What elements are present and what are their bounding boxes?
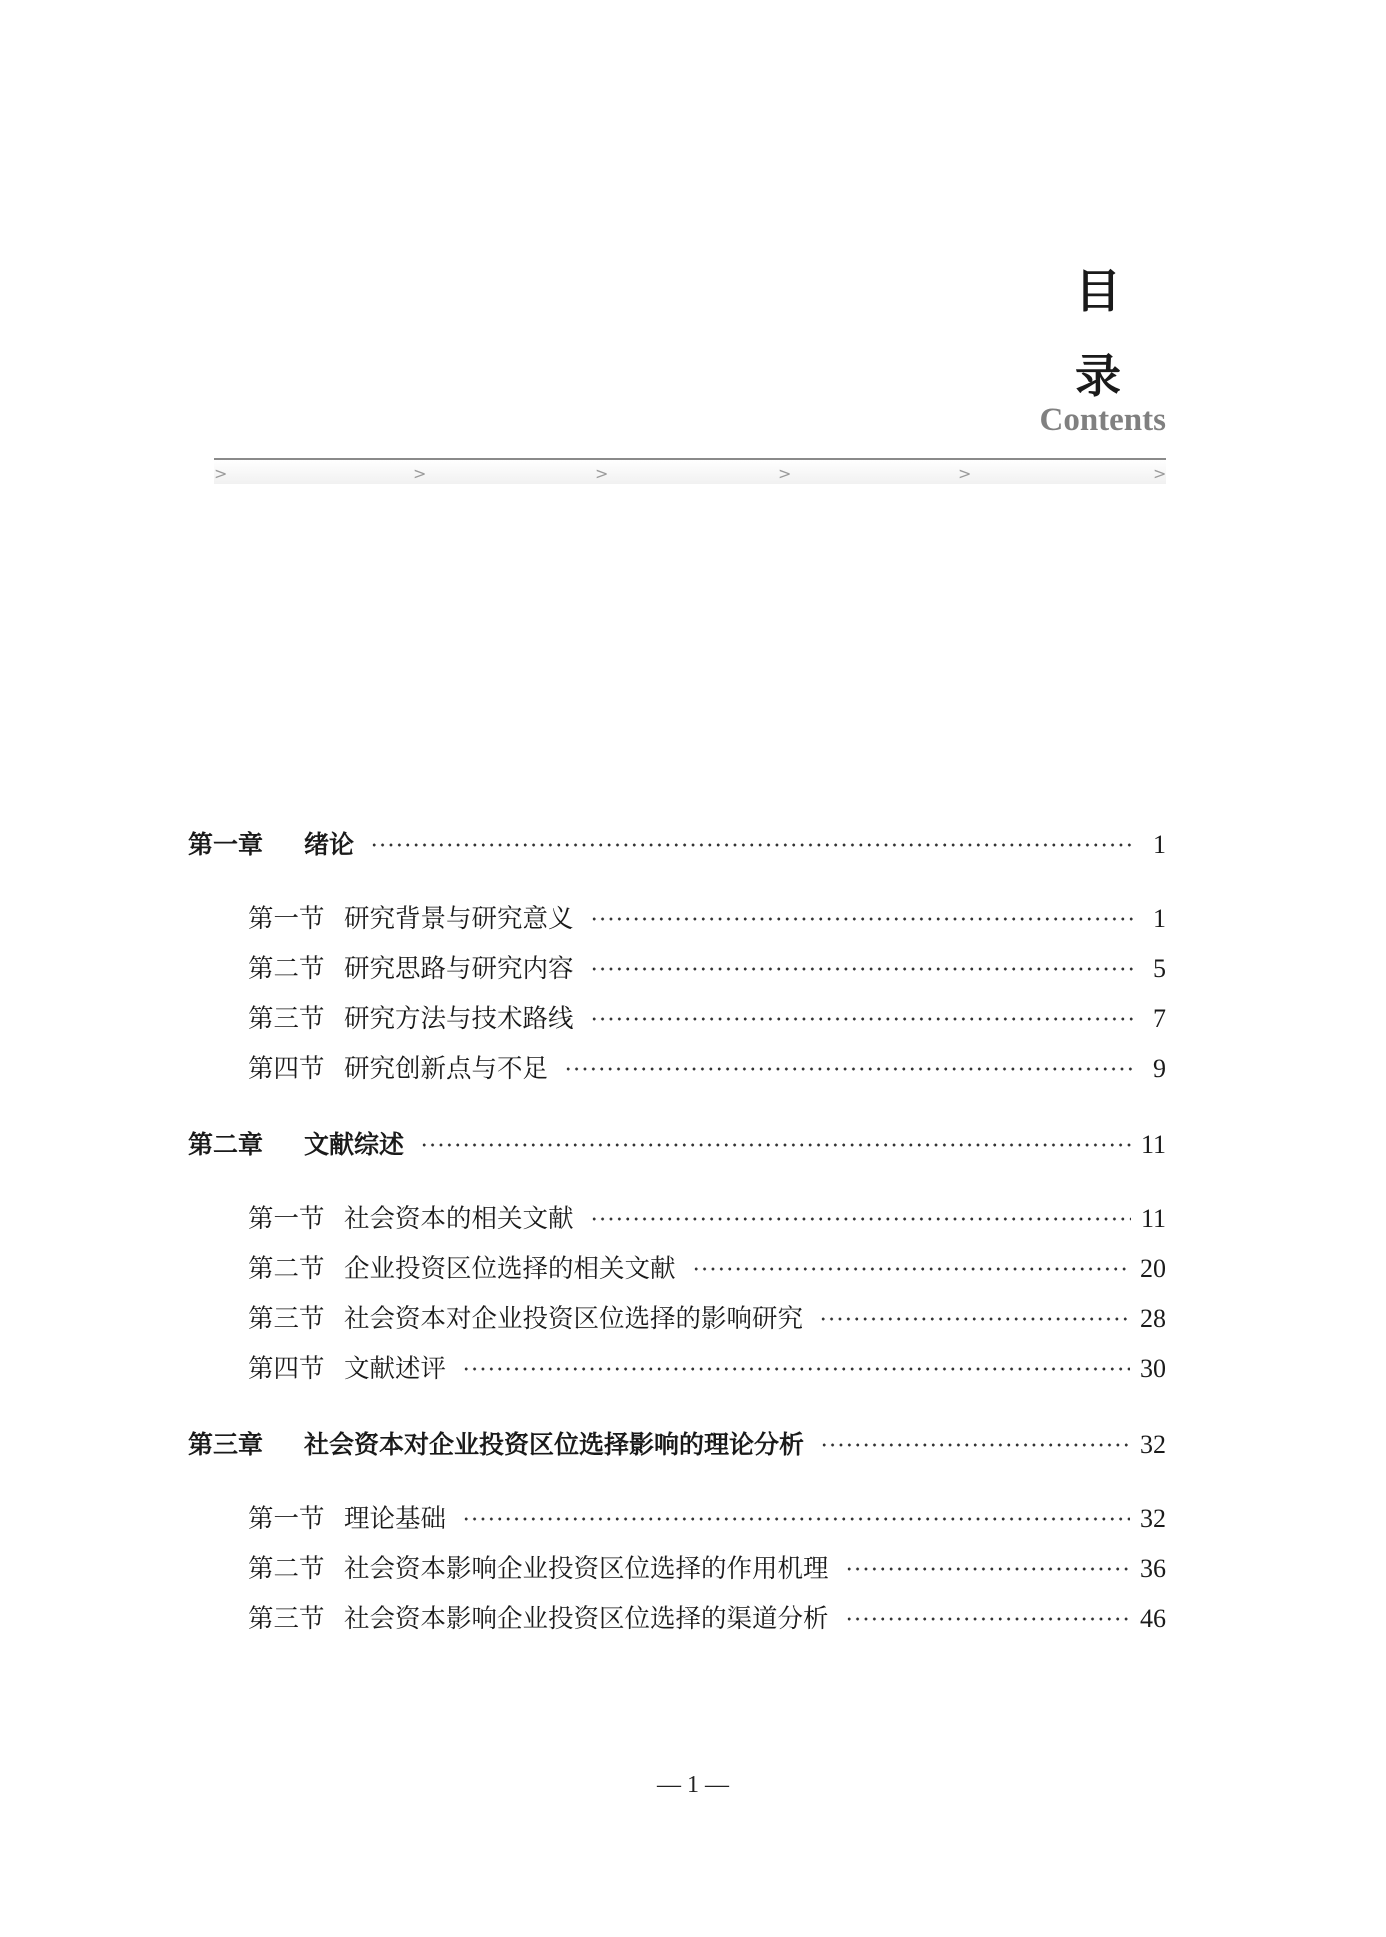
toc-entry-page: 36 xyxy=(1140,1554,1166,1583)
toc-entry-number: 第二节 xyxy=(248,954,325,984)
dot-leader xyxy=(590,1017,1136,1021)
toc-section-entry[interactable] xyxy=(188,1544,1166,1594)
toc-entry-title: 社会资本影响企业投资区位选择的作用机理 xyxy=(344,1554,829,1584)
toc-section-entry[interactable] xyxy=(188,1044,1166,1094)
toc-entry-title: 研究思路与研究内容 xyxy=(344,954,574,984)
toc-entry-number: 第一节 xyxy=(248,1204,325,1234)
dot-leader xyxy=(845,1617,1130,1621)
dot-leader xyxy=(462,1367,1130,1371)
title-char-lu: 录 xyxy=(1075,349,1121,403)
toc-entry-title: 研究背景与研究意义 xyxy=(344,904,574,934)
dot-leader xyxy=(590,1217,1131,1221)
dot-leader xyxy=(590,917,1136,921)
toc-section-entry[interactable] xyxy=(188,894,1166,944)
dot-leader xyxy=(692,1267,1130,1271)
dot-leader xyxy=(420,1143,1131,1147)
toc-section-entry[interactable] xyxy=(188,994,1166,1044)
dot-leader xyxy=(820,1443,1130,1447)
toc-section-entry[interactable] xyxy=(188,1344,1166,1394)
toc-entry-page: 32 xyxy=(1140,1504,1166,1533)
toc-section-entry[interactable] xyxy=(188,1194,1166,1244)
toc-entry-title: 社会资本对企业投资区位选择的影响研究 xyxy=(344,1304,804,1334)
toc-chapter-entry[interactable] xyxy=(188,1420,1166,1470)
toc-entry-title: 社会资本的相关文献 xyxy=(344,1204,574,1234)
toc-entry-number: 第三章 xyxy=(188,1430,264,1459)
toc-section-entry[interactable] xyxy=(188,1294,1166,1344)
toc-entry-title: 研究创新点与不足 xyxy=(344,1054,549,1084)
dot-leader xyxy=(819,1317,1130,1321)
toc-entry-title: 社会资本影响企业投资区位选择的渠道分析 xyxy=(344,1604,829,1634)
toc-section-entry[interactable] xyxy=(188,1594,1166,1644)
toc-entry-page: 20 xyxy=(1140,1254,1166,1283)
toc-entry-page: 11 xyxy=(1140,1204,1166,1233)
toc-entry-title: 企业投资区位选择的相关文献 xyxy=(344,1254,676,1284)
toc-section-entry[interactable] xyxy=(188,1244,1166,1294)
toc-section-entry[interactable] xyxy=(188,944,1166,994)
contents-subtitle: Contents xyxy=(1039,402,1166,438)
toc-entry-page: 5 xyxy=(1153,954,1166,983)
toc-entry-title: 研究方法与技术路线 xyxy=(344,1004,574,1034)
toc-entry-number: 第三节 xyxy=(248,1004,325,1034)
table-of-contents xyxy=(188,820,1166,1644)
toc-chapter-entry[interactable] xyxy=(188,820,1166,870)
toc-entry-number: 第一节 xyxy=(248,1504,325,1534)
toc-entry-page: 46 xyxy=(1140,1604,1166,1633)
toc-entry-title: 理论基础 xyxy=(344,1504,447,1534)
toc-entry-number: 第四节 xyxy=(248,1354,325,1384)
toc-entry-title: 文献综述 xyxy=(304,1130,405,1159)
header-strip xyxy=(214,460,1166,484)
toc-entry-page: 7 xyxy=(1153,1004,1166,1033)
toc-entry-page: 1 xyxy=(1153,904,1166,933)
arrow-marker: > xyxy=(958,464,972,483)
dot-leader xyxy=(370,843,1136,847)
toc-entry-number: 第四节 xyxy=(248,1054,325,1084)
arrow-marker: > xyxy=(595,464,609,483)
dot-leader xyxy=(462,1517,1130,1521)
dot-leader xyxy=(845,1567,1130,1571)
toc-entry-number: 第一节 xyxy=(248,904,325,934)
toc-entry-title: 社会资本对企业投资区位选择影响的理论分析 xyxy=(304,1430,805,1459)
toc-entry-page: 28 xyxy=(1140,1304,1166,1333)
toc-entry-number: 第二节 xyxy=(248,1554,325,1584)
toc-entry-page: 9 xyxy=(1153,1054,1166,1083)
dot-leader xyxy=(564,1067,1136,1071)
toc-entry-number: 第二节 xyxy=(248,1254,325,1284)
dot-leader xyxy=(590,967,1136,971)
toc-entry-page: 11 xyxy=(1140,1130,1166,1159)
arrow-marker: > xyxy=(778,464,792,483)
toc-section-entry[interactable] xyxy=(188,1494,1166,1544)
toc-entry-title: 文献述评 xyxy=(344,1354,447,1384)
toc-entry-title: 绪论 xyxy=(304,830,355,859)
arrow-marker: > xyxy=(214,464,228,483)
toc-entry-page: 1 xyxy=(1153,830,1166,859)
toc-entry-number: 第三节 xyxy=(248,1604,325,1634)
toc-entry-page: 32 xyxy=(1140,1430,1166,1459)
toc-entry-number: 第一章 xyxy=(188,830,264,859)
title-char-mu: 目 xyxy=(1075,264,1121,318)
toc-entry-page: 30 xyxy=(1140,1354,1166,1383)
toc-chapter-entry[interactable] xyxy=(188,1120,1166,1170)
toc-entry-number: 第三节 xyxy=(248,1304,325,1334)
arrow-marker: > xyxy=(1153,464,1167,483)
arrow-marker: > xyxy=(413,464,427,483)
page-number: — 1 — xyxy=(657,1772,729,1798)
toc-entry-number: 第二章 xyxy=(188,1130,264,1159)
